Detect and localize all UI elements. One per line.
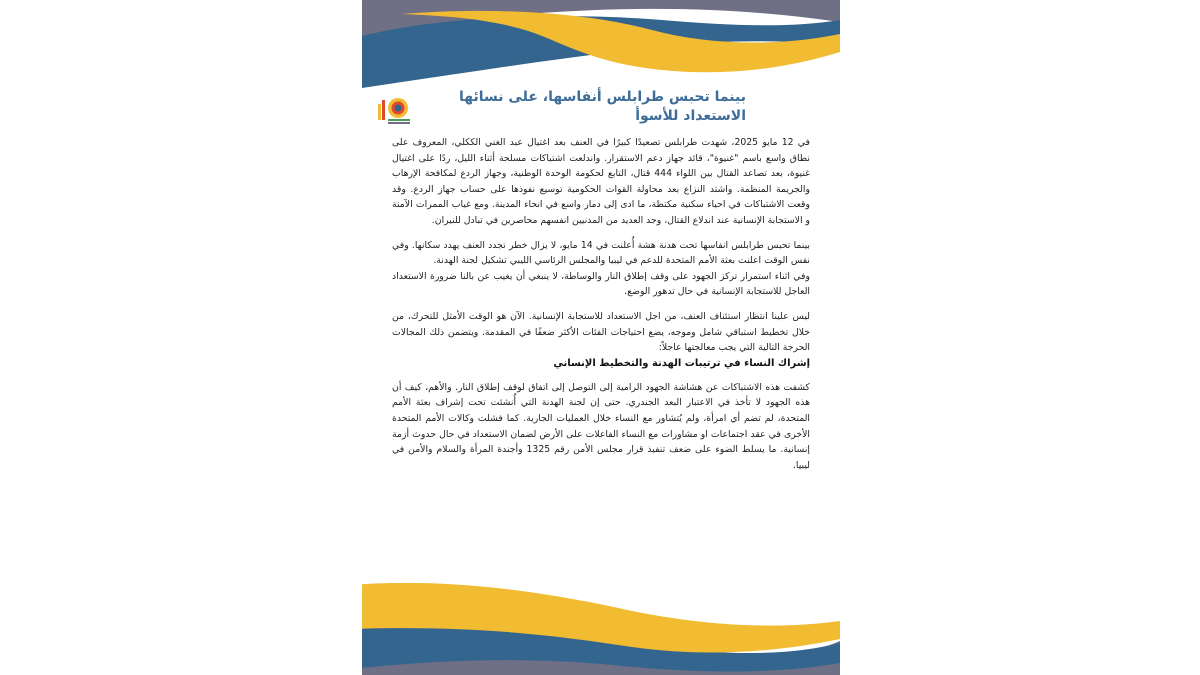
section-paragraph: كشفت هذه الاشتباكات عن هشاشة الجهود الرامية إلى التوصل إلى اتفاق لوقف إطلاق النار. والأهم، كيف أن هذه الجهود لا تأخذ في الاعتبار البعد الجندري. حتى إن لجنة الهدنة التي أُنشئت تحت إشراف بعثة الأمم المتحدة، لم تضم أي امرأة، ولم يُتشاور مع النساء خلال العمليات الجارية. كما فشلت وكالات الأمم المتحدة الأخرى في عقد اجتماعات او مشاورات مع النساء الفاعلات على الأرض لضمان الاستعداد في حال حدوث أزمة إنسانية. ما يسلط الضوء على ضعف تنفيذ قرار مجلس الأمن رقم 1325 وأجندة المرأة والسلام والأمن في ليبيا. xyxy=(392,381,810,471)
title-line-1: بينما تحبس طرابلس أنفاسها، على نسائها xyxy=(459,89,746,105)
paragraph-1: في 12 مايو 2025، شهدت طرابلس تصعيدًا كبيرًا في العنف بعد اغتيال عبد الغني الككلي، المعروف على نطاق واسع باسم "غنيوة"، قائد جهاز دعم الاستقرار. واندلعت اشتباكات مسلحة أثناء الليل، ردًا على اغتيال غنيوة، بعد تصاعد القتال بين اللواء 444 قتال، التابع لحكومة الوحدة الوطنية، وجهاز الردع لمكافحة الإرهاب والجريمة المنظمة. واشتد النزاع بعد محاولة القوات الحكومية توسيع نفوذها على حساب جهاز الردع. وقد وقعت الاشتباكات في احياء سكنية مكتظة، ما ادى إلى دمار واسع في انحاء المدينة. ومع غياب الممرات الآمنة و الاستجابة الإنسانية عند اندلاع القتال، وجد العديد من المدنيين انفسهم محاصرين في تبادل للنيران. xyxy=(392,137,810,226)
paragraph-2: بينما تحبس طرابلس انفاسها تحت هدنة هشة أُعلنت في 14 مايو، لا يزال خطر تجدد العنف يهدد سكانها. وفي نفس الوقت اعلنت بعثة الأمم المتحدة للدعم في ليبيا والمجلس الرئاسي الليبي تشكيل لجنة الهدنة. xyxy=(392,239,810,267)
paragraph-4: ليس علينا انتظار استئناف العنف، من اجل الاستعداد للاستجابة الإنسانية. الآن هو الوقت الأمثل للتحرك، من خلال تخطيط استباقي شامل وموجه، يضع احتياجات الفئات الأكثر ضعفًا في المقدمة. ويتضمن ذلك المجالات الحرجة التالية التي يجب معالجتها عاجلاً: xyxy=(392,310,810,354)
paragraph-3: وفي اثناء استمرار تركز الجهود على وقف إطلاق النار والوساطة، لا ينبغي أن يغيب عن بالنا ضرورة الاستعداد العاجل للاستجابة الإنسانية في حال تدهور الوضع. xyxy=(392,270,810,298)
document-page xyxy=(362,0,840,675)
organization-logo-icon xyxy=(376,90,412,126)
title-line-2: الاستعداد للأسوأ xyxy=(635,108,746,124)
page-title xyxy=(426,88,746,126)
top-decorative-wave xyxy=(362,0,840,92)
bottom-decorative-wave xyxy=(362,583,840,675)
section-heading: إشراك النساء في ترتيبات الهدنة والتخطيط الإنساني xyxy=(553,357,810,369)
article-body xyxy=(392,135,810,482)
